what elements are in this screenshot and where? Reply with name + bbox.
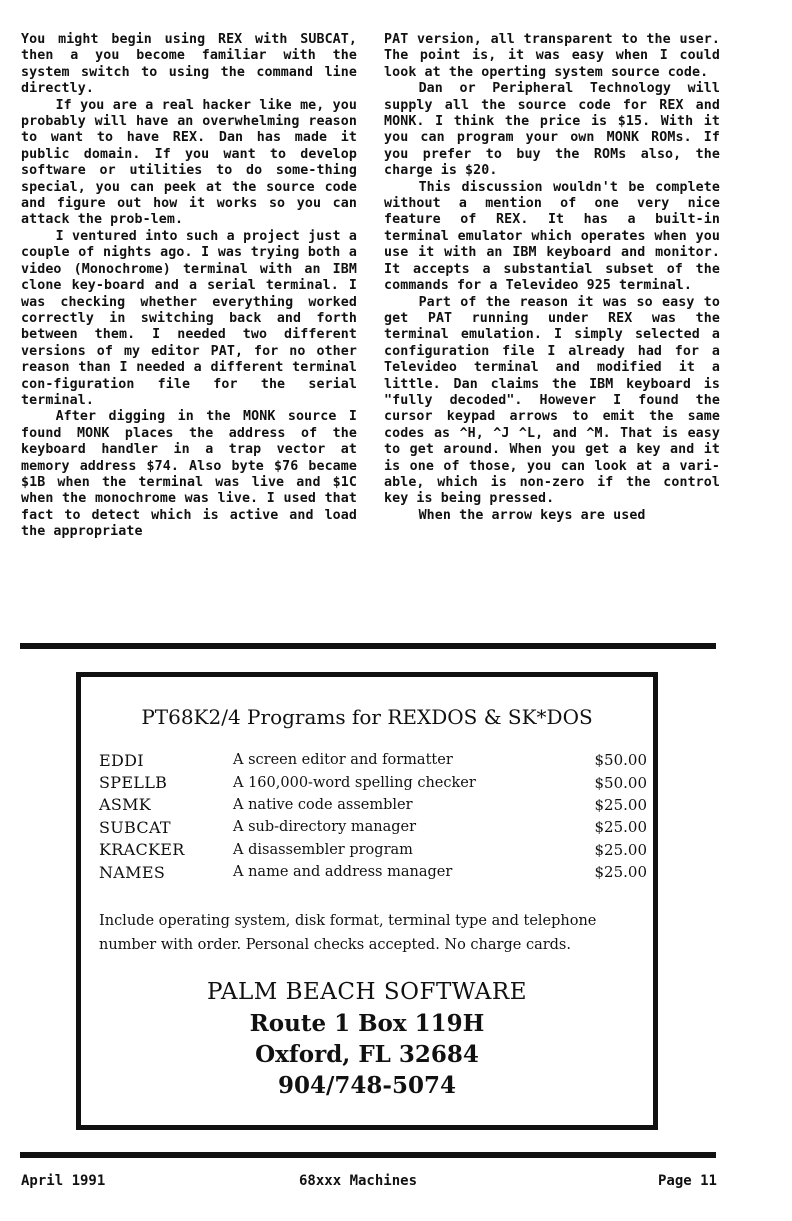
article-paragraph: This discussion wouldn't be complete without a mention of one very nice feature of REX. It has a built-in terminal emulator which operates when you use it with an IBM keyboard and monitor. It accepts a substantial subset of the commands for a Televideo 925 terminal. <box>384 179 720 294</box>
article-left-column <box>21 32 357 541</box>
product-row <box>99 771 647 793</box>
footer-publication: 68xxx Machines <box>299 1173 418 1189</box>
product-row <box>99 816 647 838</box>
product-price: $50.00 <box>594 773 647 792</box>
article-paragraph: Part of the reason it was so easy to get PAT running under REX was the terminal emulation. I simply selected a configuration file I already had for a Televideo terminal and modified it a little. Dan claims the IBM keyboard is "fully decoded". However I found the cursor keypad arrows to emit the same codes as ^H, ^J ^L, and ^M. That is easy to get around. When you get a key and it is one of those, you can look at a vari-able, which is non-zero if the control key is being pressed. <box>384 294 720 507</box>
article-paragraph: After digging in the MONK source I found MONK places the address of the keyboard handler in a trap vector at memory address $74. Also byte $76 became $1B when the terminal was live and $1C when the monochrome was live. I used that fact to detect which is active and load the appropriate <box>21 409 357 540</box>
article-paragraph: I ventured into such a project just a couple of nights ago. I was trying both a video (Monochrome) terminal with an IBM clone key-board and a serial terminal. I was checking whether everything worked correctly in switching back and forth between them. I needed two different versions of my editor PAT, for no other reason than I needed a different terminal con-figuration file for the serial terminal. <box>21 228 357 408</box>
product-name: EDDI <box>99 750 144 770</box>
top-divider-rule <box>20 643 716 649</box>
product-price: $25.00 <box>594 795 647 814</box>
product-description: A name and address manager <box>233 864 453 881</box>
product-name: SPELLB <box>99 773 168 793</box>
article-paragraph: PAT version, all transparent to the user. The point is, it was easy when I could look at the operting system source code. <box>384 32 720 80</box>
product-price: $50.00 <box>594 751 647 770</box>
ad-company-block <box>81 977 653 1101</box>
article-paragraph: When the arrow keys are used <box>418 507 646 523</box>
product-price: $25.00 <box>594 863 647 882</box>
ad-order-note: Include operating system, disk format, terminal type and telephone number with order. Personal checks accepted. No charge cards. <box>99 913 597 953</box>
footer-page-number: Page 11 <box>657 1173 717 1189</box>
bottom-divider-rule <box>20 1152 716 1158</box>
product-description: A 160,000-word spelling checker <box>233 774 476 791</box>
product-name: ASMK <box>99 795 152 815</box>
product-row <box>99 749 647 771</box>
article-paragraph: You might begin using REX with SUBCAT, then a you become familiar with the system switch to using the command line directly. <box>21 32 357 97</box>
product-list <box>99 749 647 883</box>
product-description: A screen editor and formatter <box>233 752 453 769</box>
product-row <box>99 839 647 861</box>
company-address-line2: Oxford, FL 32684 <box>255 1041 479 1068</box>
product-description: A disassembler program <box>233 841 413 858</box>
article-right-column <box>384 32 720 524</box>
product-row <box>99 794 647 816</box>
company-address-line1: Route 1 Box 119H <box>249 1010 485 1037</box>
product-description: A native code assembler <box>233 796 413 813</box>
product-name: KRACKER <box>99 840 185 860</box>
company-phone: 904/748-5074 <box>278 1072 456 1099</box>
product-name: NAMES <box>99 862 166 882</box>
product-description: A sub-directory manager <box>233 819 417 836</box>
article-paragraph: Dan or Peripheral Technology will supply all the source code for REX and MONK. I think the price is $15. With it you can program your own MONK ROMs. If you prefer to buy the ROMs also, the charge is $20. <box>384 81 720 179</box>
product-price: $25.00 <box>594 840 647 859</box>
footer-date: April 1991 <box>21 1173 106 1189</box>
product-name: SUBCAT <box>99 817 171 837</box>
advertisement-box <box>76 672 658 1130</box>
company-name: PALM BEACH SOFTWARE <box>207 979 527 1005</box>
product-row <box>99 861 647 883</box>
product-price: $25.00 <box>594 818 647 837</box>
article-paragraph: If you are a real hacker like me, you probably will have an overwhelming reason to want to have REX. Dan has made it public domain. If you want to develop software or utilities to do some-thing special, you can peek at the source code and figure out how it works so you can attack the prob-lem. <box>21 97 357 228</box>
ad-title: PT68K2/4 Programs for REXDOS & SK*DOS <box>141 705 593 729</box>
